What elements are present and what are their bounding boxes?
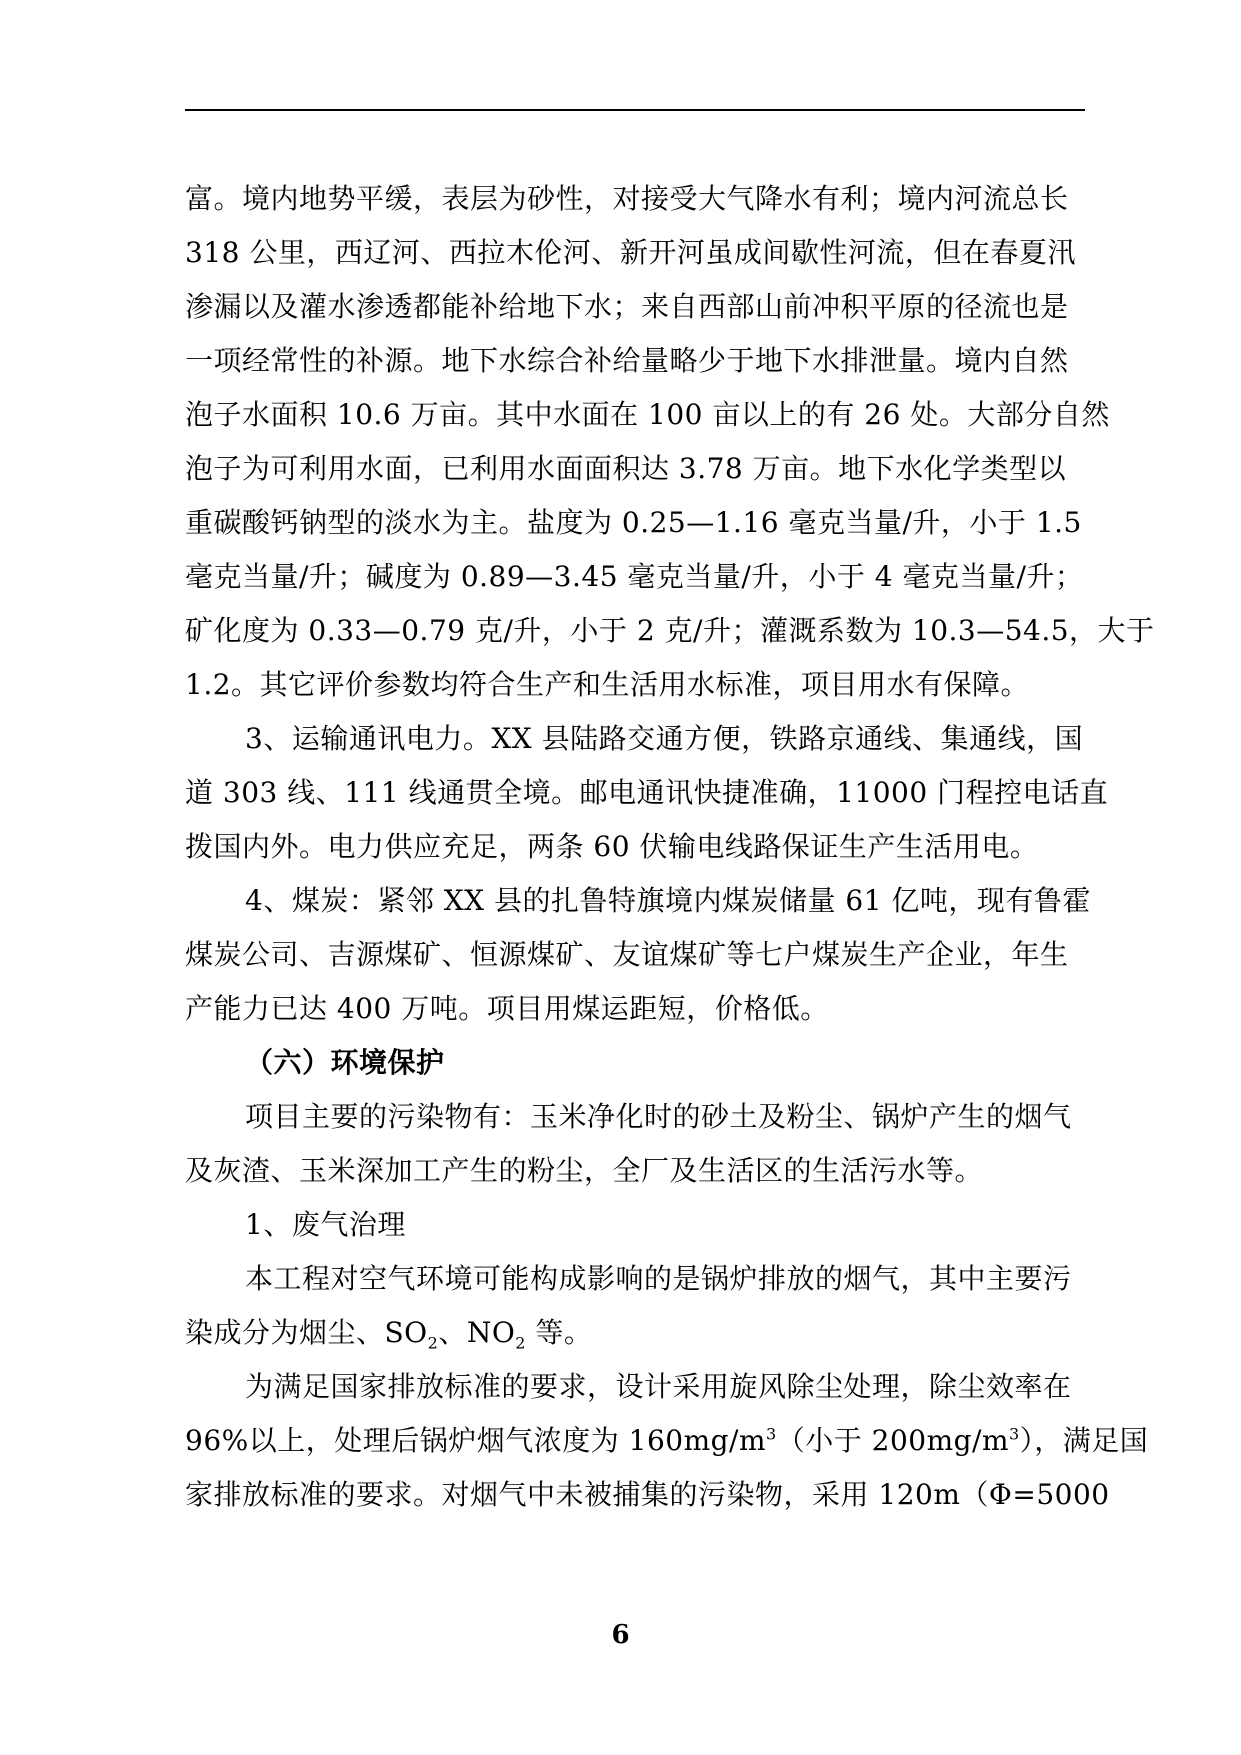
text-line: 家排放标准的要求。对烟气中未被捕集的污染物，采用 120m（Φ=5000 [185,1478,1110,1511]
text-line: 及灰渣、玉米深加工产生的粉尘，全厂及生活区的生活污水等。 [185,1154,984,1187]
text-line: 泡子为可利用水面，已利用水面面积达 3.78 万亩。地下水化学类型以 [185,452,1067,485]
text-line: 重碳酸钙钠型的淡水为主。盐度为 0.25—1.16 毫克当量/升，小于 1.5 [185,506,1082,539]
text-line: 毫克当量/升；碱度为 0.89—3.45 毫克当量/升，小于 4 毫克当量/升； [185,560,1084,593]
text-line: 富。境内地势平缓，表层为砂性，对接受大气降水有利；境内河流总长 [185,182,1069,215]
text-line: 产能力已达 400 万吨。项目用煤运距短，价格低。 [185,992,829,1025]
text-line: 道 303 线、111 线通贯全境。邮电通讯快捷准确，11000 门程控电话直 [185,776,1109,809]
text-line: 1.2。其它评价参数均符合生产和生活用水标准，项目用水有保障。 [185,668,1030,701]
text-line: 本工程对空气环境可能构成影响的是锅炉排放的烟气，其中主要污 [245,1262,1072,1295]
body-text [185,172,1155,1522]
text-fragment: （小于 200mg/m [776,1424,1010,1457]
text-line: 一项经常性的补源。地下水综合补给量略少于地下水排泄量。境内自然 [185,344,1069,377]
text-line [185,1414,1149,1468]
text-line: 318 公里，西辽河、西拉木伦河、新开河虽成间歇性河流，但在春夏汛 [185,236,1076,269]
text-line [185,1306,1085,1360]
subscript: 2 [515,1333,526,1353]
section-heading: （六）环境保护 [245,1046,445,1079]
page-number: 6 [611,1620,630,1650]
text-line: 渗漏以及灌水渗透都能补给地下水；来自西部山前冲积平原的径流也是 [185,290,1069,323]
subsection-heading: 1、废气治理 [245,1208,406,1241]
text-fragment: ），满足国 [1019,1424,1149,1457]
subscript: 2 [427,1333,439,1353]
text-line: 项目主要的污染物有：玉米净化时的砂土及粉尘、锅炉产生的烟气 [245,1100,1072,1133]
text-line: 泡子水面积 10.6 万亩。其中水面在 100 亩以上的有 26 处。大部分自然 [185,398,1110,431]
text-fragment: 96%以上，处理后锅炉烟气浓度为 160mg/m [185,1424,767,1457]
text-line: 3、运输通讯电力。XX 县陆路交通方便，铁路京通线、集通线，国 [245,722,1084,755]
text-fragment: 、NO [438,1316,516,1349]
text-line: 矿化度为 0.33—0.79 克/升，小于 2 克/升；灌溉系数为 10.3—54.5，大于 [185,614,1155,647]
header-rule [185,109,1085,111]
text-line: 4、煤炭：紧邻 XX 县的扎鲁特旗境内煤炭储量 61 亿吨，现有鲁霍 [245,884,1091,917]
text-fragment: 等。 [525,1316,593,1349]
superscript: 3 [1009,1424,1020,1444]
text-fragment: 染成分为烟尘、SO [185,1316,428,1349]
text-line: 煤炭公司、吉源煤矿、恒源煤矿、友谊煤矿等七户煤炭生产企业，年生 [185,938,1069,971]
text-line: 为满足国家排放标准的要求，设计采用旋风除尘处理，除尘效率在 [245,1370,1072,1403]
text-line: 拨国内外。电力供应充足，两条 60 伏输电线路保证生产生活用电。 [185,830,1039,863]
superscript: 3 [766,1424,777,1444]
